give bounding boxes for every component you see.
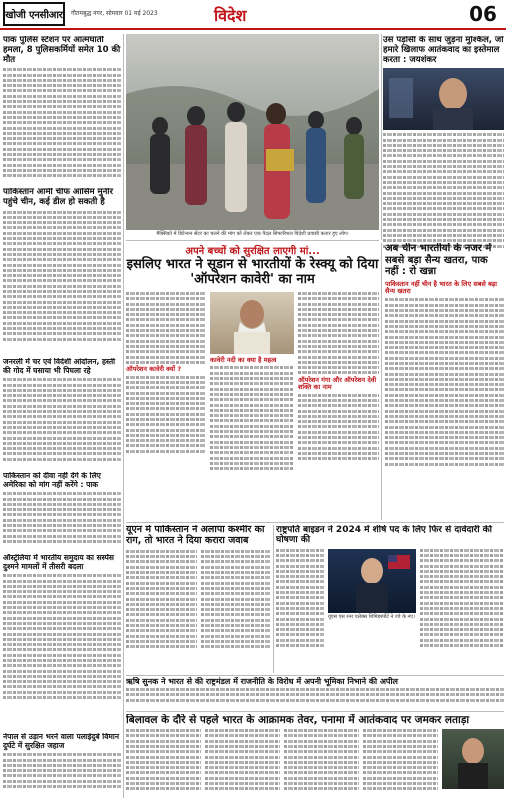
article-body — [420, 549, 504, 650]
article-body — [276, 549, 324, 650]
headline: पाकिस्तान को दीवा नहीं देंगे के लिए अमेरिका को मांग नहीं करेंगे : पाक — [3, 472, 101, 489]
headline: पाक पुलिस स्टेशन पर आत्मघाती हमला, 8 पुलिसकर्मियों समेत 10 की मौत — [3, 36, 121, 65]
sudan-kicker: अपने बच्चों को सुरक्षित लाएगी मां... — [185, 246, 320, 257]
portrait-illustration — [442, 729, 504, 789]
article-body — [210, 366, 294, 470]
article-body — [126, 688, 504, 702]
biden-photo — [328, 549, 416, 613]
article-body — [363, 729, 438, 793]
article-body — [3, 68, 121, 177]
section-rule — [126, 711, 504, 712]
headline: पाकिस्तान आर्मी चीफ आसिम मुनीर पहुंचे चीन, कई डील हो सकती है — [3, 188, 113, 207]
sudan-subhead-why: ऑपरेशन कावेरी क्यों ? — [126, 365, 182, 374]
column-rule — [123, 34, 124, 798]
modi-photo — [210, 292, 294, 354]
article-body — [126, 729, 201, 793]
sudan-subhead-kaveri: कावेरी नदी का क्या है महत्व — [210, 356, 277, 364]
newspaper-logo: खोजी एनसीआर — [3, 2, 65, 26]
article-body — [383, 133, 504, 247]
migrants-walking-photo — [126, 34, 379, 230]
story-jaishankar — [383, 36, 504, 264]
article-columns — [126, 550, 271, 651]
headline: यूएन में पाकिस्तान ने अलापा कश्मीर का राग, तो भारत ने दिया करारा जवाब — [126, 525, 265, 546]
column-rule — [381, 243, 382, 520]
story-girl-weather — [3, 358, 121, 470]
story-biden — [276, 525, 504, 673]
article-body — [284, 729, 359, 793]
sudan-body-col2 — [210, 292, 294, 520]
article-body — [126, 376, 206, 453]
column-rule — [381, 34, 382, 240]
jaishankar-photo — [383, 68, 504, 130]
section-rule — [126, 240, 379, 241]
biden-photo-caption: यूएस एस रनर एलेक्स शिमिडर्स्पोर्ट ने ज्वे के नए। — [328, 613, 415, 620]
article-body — [126, 550, 197, 651]
portrait-illustration — [328, 549, 416, 613]
china-subhead: पाकिस्तान नहीं चीन है भारत के लिए सबसे बड़ा सैन्य खतरा — [385, 279, 497, 295]
story-china — [385, 243, 504, 520]
portrait-illustration — [210, 292, 294, 354]
article-body — [205, 729, 280, 793]
photo-illustration — [126, 34, 379, 230]
story-pak-army — [3, 188, 121, 356]
biden-photo-block — [328, 549, 416, 650]
section-title: विदेश — [214, 6, 247, 25]
story-bilawal — [126, 714, 504, 798]
article-body — [3, 211, 121, 341]
photo-caption: मैक्सिको में डिटेन्शन सेंटर का चलने की मांग को लेकर एक पैदल सिफारिशल विदेशी प्रवासी कतार हुए लोग। — [156, 231, 349, 237]
sudan-subhead-ganga: ऑपरेशन गंगा और ऑपरेशन देवी शक्ति का नाम — [298, 375, 377, 392]
headline: ऋषि सुनक ने भारत से की राष्ट्रमंडल में राजनीति के विरोध में अपनी भूमिका निभाने की अपील — [126, 677, 398, 686]
story-pak-police — [3, 36, 121, 186]
portrait-illustration — [383, 68, 504, 130]
headline: राष्ट्रपति बाइडन ने 2024 में शीर्ष पद के लिए फिर से दावेदारी की घोषणा की — [276, 525, 492, 546]
section-rule — [126, 675, 504, 676]
headline: उस पड़ोसी के साथ जुड़ना मुश्किल, जो हमारे खिलाफ आतंकवाद का इस्तेमाल करता : जयशंकर — [383, 36, 504, 65]
article-body — [385, 298, 504, 465]
article-columns — [276, 549, 504, 650]
headline: अब चीन भारतीयों के नजर में सबसे बड़ा सैन्य खतरा, पाक नहीं : रो खन्ना — [385, 243, 492, 277]
bilawal-photo — [442, 729, 504, 789]
sudan-body-col1 — [126, 292, 206, 520]
article-body — [298, 292, 379, 374]
story-australia — [3, 554, 121, 730]
headline: जनरली में चर एवं विदेशी आंदोलन, हस्ती की गोद में घसाया भी पिघला रहे — [3, 358, 116, 375]
article-body — [3, 492, 121, 543]
page-number: 06 — [460, 0, 506, 28]
story-nepal — [3, 733, 121, 798]
article-body — [126, 292, 206, 364]
article-body — [201, 550, 272, 651]
article-columns — [126, 729, 504, 793]
sudan-body-col3 — [298, 292, 379, 520]
headline: बिलावल के दौरे से पहले भारत के आक्रामक तेवर, पनामा में आतंकवाद पर जमकर लताड़ा — [126, 714, 470, 726]
headline: नेपाल से उड़ान भरने वाला पलाईदुर्ब विमान दुर्घटे में सुरक्षित जहाज — [3, 733, 119, 750]
article-body — [3, 753, 121, 788]
article-body — [298, 394, 379, 461]
article-body — [3, 378, 121, 460]
masthead-meta: गौतमबुद्ध नगर, सोमवार 01 मई 2023 — [71, 10, 158, 18]
story-pak-un — [126, 525, 271, 673]
section-rule — [126, 522, 504, 523]
story-uk — [126, 677, 504, 709]
masthead — [0, 0, 506, 30]
article-body — [3, 574, 121, 699]
headline: ऑस्ट्रेलिया में भारतीय समुदाय का सस्पेंस दुश्मने मामलों में तीसरी बदला — [3, 554, 114, 571]
column-rule — [273, 525, 274, 673]
story-pak-debt — [3, 472, 121, 552]
sudan-headline: इसलिए भारत ने सूडान से भारतीयों के रेस्क्यू को दिया 'ऑपरेशन कावेरी' का नाम — [126, 257, 379, 287]
